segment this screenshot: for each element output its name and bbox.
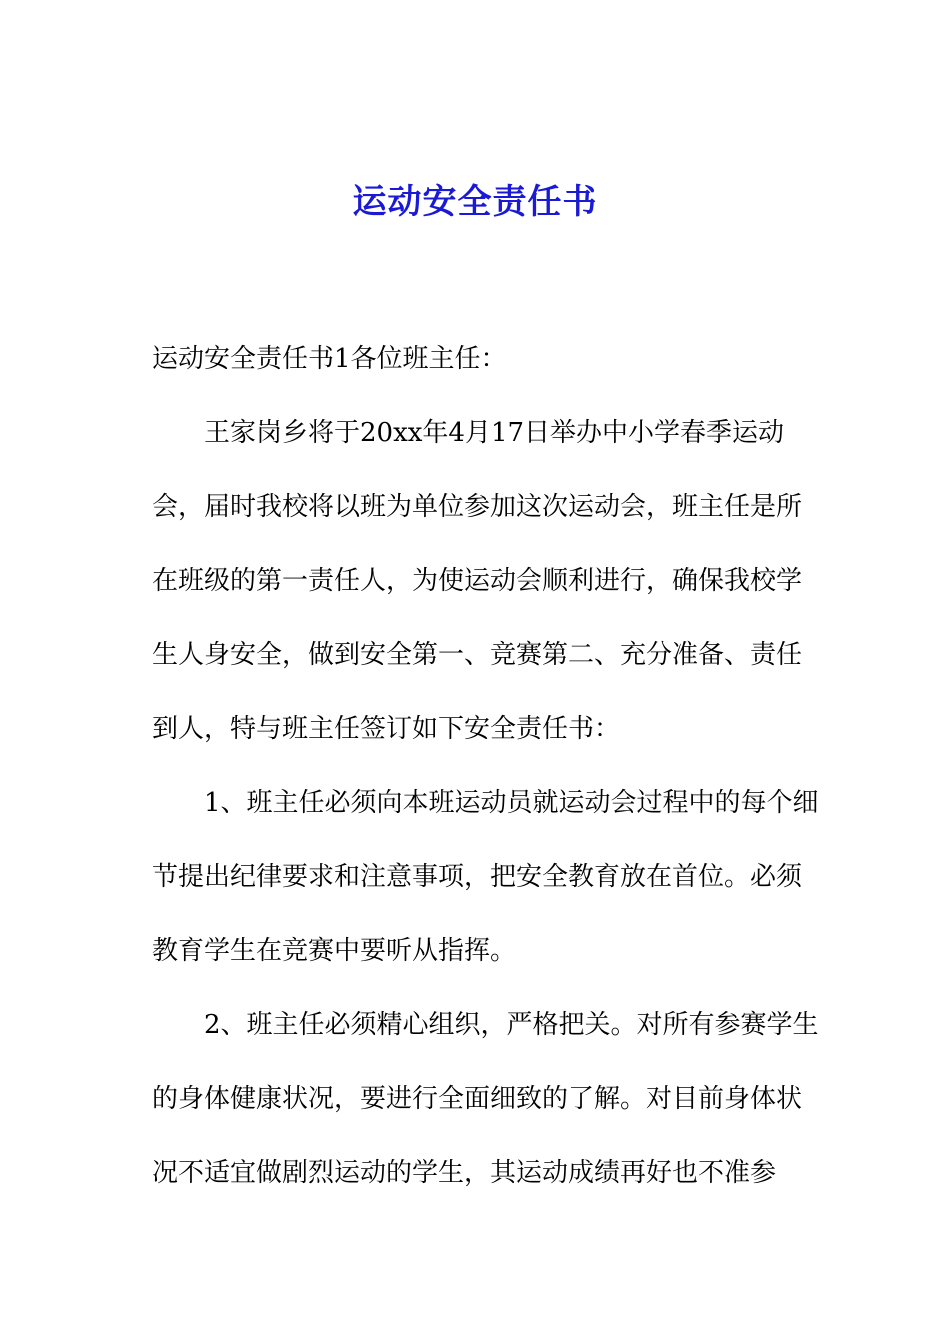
paragraph-line: 生人身安全，做到安全第一、竞赛第二、充分准备、责任 <box>152 640 803 670</box>
salutation-line: 运动安全责任书1各位班主任： <box>152 344 507 374</box>
document-title: 运动安全责任书 <box>352 182 598 222</box>
paragraph-line: 况不适宜做剧烈运动的学生，其运动成绩再好也不准参 <box>152 1158 777 1188</box>
paragraph-line: 节提出纪律要求和注意事项，把安全教育放在首位。必须 <box>152 862 803 892</box>
paragraph-line: 到人，特与班主任签订如下安全责任书： <box>152 714 621 744</box>
paragraph-line: 教育学生在竞赛中要听从指挥。 <box>152 936 517 966</box>
paragraph-line: 1、班主任必须向本班运动员就运动会过程中的每个细 <box>204 788 819 818</box>
paragraph-line: 2、班主任必须精心组织，严格把关。对所有参赛学生 <box>204 1010 819 1040</box>
paragraph-line: 的身体健康状况，要进行全面细致的了解。对目前身体状 <box>152 1084 803 1114</box>
document-body <box>152 322 819 1210</box>
paragraph-line: 在班级的第一责任人，为使运动会顺利进行，确保我校学 <box>152 566 803 596</box>
paragraph-line: 王家岗乡将于20xx年4月17日举办中小学春季运动 <box>204 418 785 448</box>
paragraph-line: 会，届时我校将以班为单位参加这次运动会，班主任是所 <box>152 492 803 522</box>
